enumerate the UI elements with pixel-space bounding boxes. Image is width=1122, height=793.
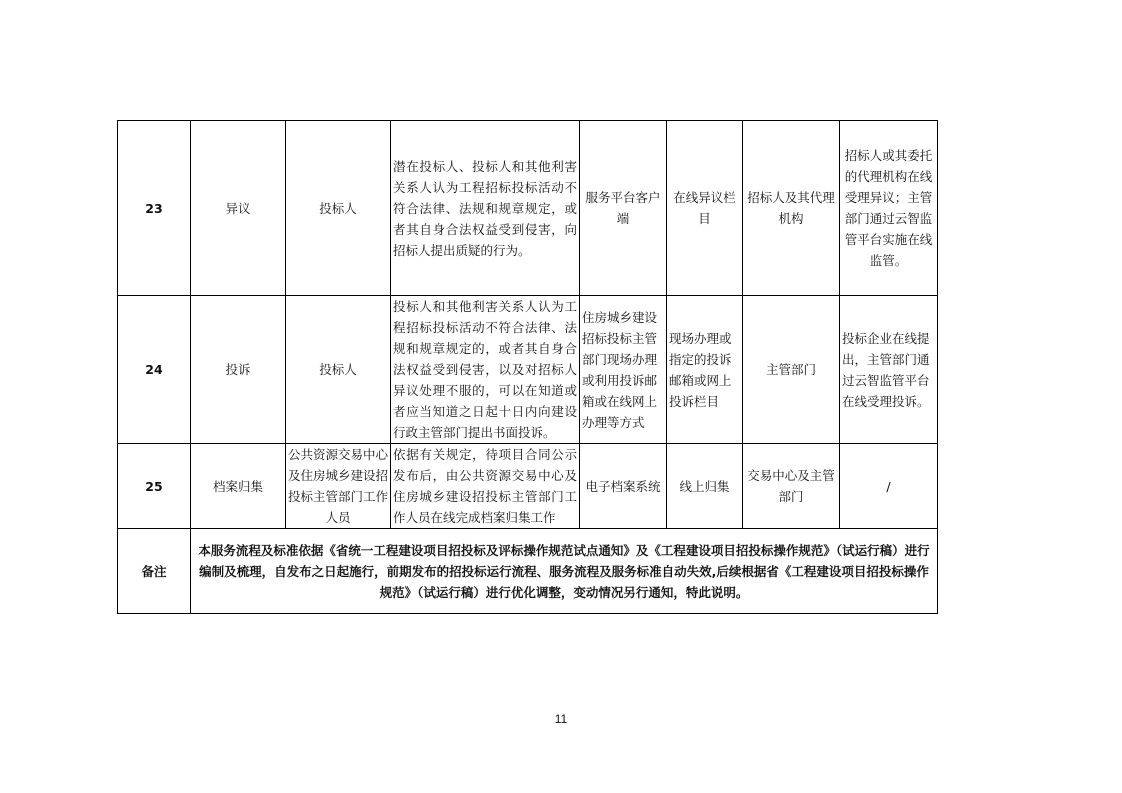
description: 投标人和其他利害关系人认为工程招标投标活动不符合法律、法规和规章规定的，或者其自身合法权益受到侵害，以及对招标人异议处理不服的，可以在知道或者应当知道之日起十日内向建设行政主管部门提出书面投诉。 [391, 296, 580, 444]
row-number: 23 [118, 121, 191, 296]
subject: 投标人 [286, 296, 391, 444]
subject: 投标人 [286, 121, 391, 296]
page-number: 11 [554, 712, 568, 726]
table-row [118, 444, 938, 529]
service-process-table [117, 120, 938, 614]
table-row [118, 121, 938, 296]
method: 线上归集 [667, 444, 743, 529]
location: 服务平台客户端 [580, 121, 667, 296]
handler: 招标人及其代理机构 [743, 121, 840, 296]
standard: 招标人或其委托的代理机构在线受理异议；主管部门通过云智监管平台实施在线监管。 [840, 121, 938, 296]
method: 现场办理或指定的投诉邮箱或网上投诉栏目 [667, 296, 743, 444]
table-row [118, 296, 938, 444]
description: 潜在投标人、投标人和其他利害关系人认为工程招标投标活动不符合法律、法规和规章规定，或者其自身合法权益受到侵害，向招标人提出质疑的行为。 [391, 121, 580, 296]
handler: 主管部门 [743, 296, 840, 444]
note-row [118, 529, 938, 614]
location: 电子档案系统 [580, 444, 667, 529]
item-name: 档案归集 [191, 444, 286, 529]
description: 依据有关规定，待项目合同公示发布后，由公共资源交易中心及住房城乡建设招投标主管部门工作人员在线完成档案归集工作 [391, 444, 580, 529]
row-number: 24 [118, 296, 191, 444]
subject: 公共资源交易中心及住房城乡建设招投标主管部门工作人员 [286, 444, 391, 529]
row-number: 25 [118, 444, 191, 529]
note-label: 备注 [118, 529, 191, 614]
note-text: 本服务流程及标准依据《省统一工程建设项目招投标及评标操作规范试点通知》及《工程建设项目招投标操作规范》（试运行稿）进行编制及梳理，自发布之日起施行，前期发布的招投标运行流程、服务流程及服务标准自动失效,后续根据省《工程建设项目招投标操作规范》（试运行稿）进行优化调整，变动情况另行通知，特此说明。 [191, 529, 938, 614]
method: 在线异议栏目 [667, 121, 743, 296]
item-name: 异议 [191, 121, 286, 296]
standard: 投标企业在线提出，主管部门通过云智监管平台在线受理投诉。 [840, 296, 938, 444]
location: 住房城乡建设招标投标主管部门现场办理或利用投诉邮箱或在线网上办理等方式 [580, 296, 667, 444]
item-name: 投诉 [191, 296, 286, 444]
standard: / [840, 444, 938, 529]
handler: 交易中心及主管部门 [743, 444, 840, 529]
